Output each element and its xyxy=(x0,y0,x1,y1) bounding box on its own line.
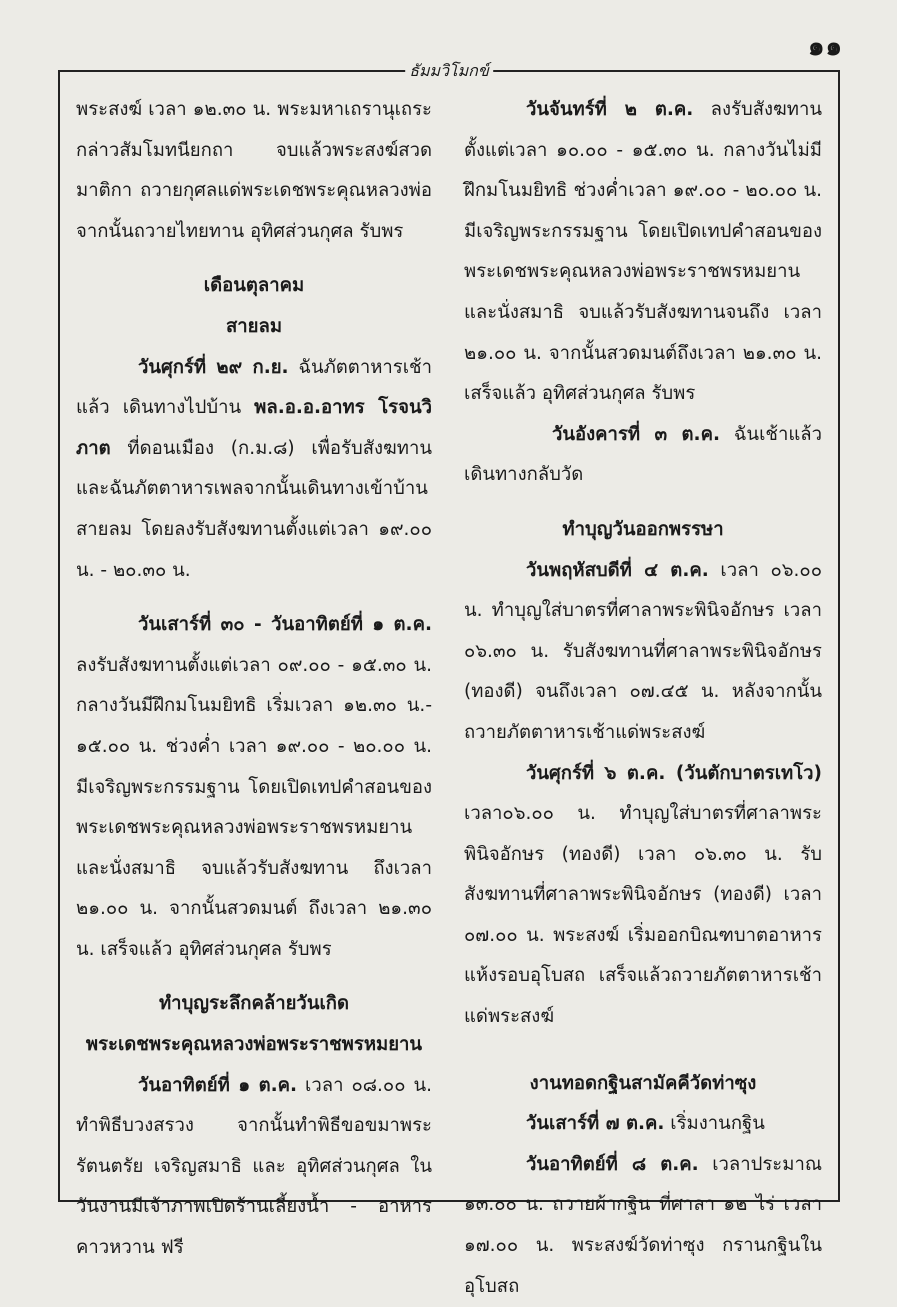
paragraph-text: เวลา ๐๘.๐๐ น. ทำพิธีบวงสรวง จากนั้นทำพิธีขอขมาพระรัตนตรัย เจริญสมาธิ และ อุทิศส่วนกุศล ในวันงานมีเจ้าภาพเปิดร้านเลี้ยงน้ำ - อาหารคาวหวาน ฟรี xyxy=(76,1074,432,1259)
section-heading: งานทอดกฐินสามัคคีวัดท่าซุง xyxy=(529,1072,757,1094)
date-label: วันจันทร์ที่ ๒ ต.ค. xyxy=(526,99,694,120)
paragraph xyxy=(464,754,822,1038)
paragraph: พระสงฆ์ เวลา ๑๒.๓๐ น. พระมหาเถรานุเถระ กล่าวสัมโมทนียกถา จบแล้วพระสงฆ์สวดมาติกา ถวายกุศลแด่พระเดชพระคุณหลวงพ่อ จากนั้นถวายไทยทาน อุทิศส่วนกุศล รับพร xyxy=(76,99,432,242)
right-column xyxy=(464,90,822,1307)
date-label: วันศุกร์ที่ ๒๙ ก.ย. xyxy=(138,356,289,378)
date-label: วันอาทิตย์ที่ ๘ ต.ค. xyxy=(526,1153,699,1175)
paragraph-text: ฉันภัตตาหารเช้าแล้ว เดินทางไปบ้าน xyxy=(76,356,432,419)
journal-title: ธัมมวิโมกข์ xyxy=(405,59,493,84)
paragraph-text: ที่ดอนเมือง (ก.ม.๘) เพื่อรับสังฆทาน และฉันภัตตาหารเพลจากนั้นเดินทางเข้าบ้านสายลม โดยลงรับสังฆทานตั้งแต่เวลา ๑๙.๐๐ น. - ๒๐.๓๐ น. xyxy=(76,437,432,581)
paragraph xyxy=(464,415,822,496)
paragraph-text: เวลา๐๖.๐๐ น. ทำบุญใส่บาตรที่ศาลาพระพินิจอักษร (ทองดี) เวลา ๐๖.๓๐ น. รับสังฆทานที่ศาลาพระพินิจอักษร (ทองดี) เวลา ๐๗.๐๐ น. พระสงฆ์ เริ่มออกบิณฑบาตอาหารแห้งรอบอุโบสถ เสร็จแล้วถวายภัตตาหารเช้าแด่พระสงฆ์ xyxy=(464,803,822,1028)
page-number: ๑๑ xyxy=(807,32,843,62)
paragraph xyxy=(76,1066,432,1269)
date-label: วันศุกร์ที่ ๖ ต.ค. (วันตักบาตรเทโว) xyxy=(526,762,822,784)
paragraph-text: ลงรับสังฆทานตั้งแต่เวลา ๑๐.๐๐ - ๑๕.๓๐ น. กลางวันไม่มีฝึกมโนมยิทธิ ช่วงค่ำเวลา ๑๙.๐๐ - ๒๐.๐๐ น. มีเจริญพระกรรมฐาน โดยเปิดเทปคำสอนของพระเดชพระคุณหลวงพ่อพระราชพรหมยาน และนั่งสมาธิ จบแล้วรับสังฆทานจนถึง เวลา ๒๑.๐๐ น. จากนั้นสวดมนต์ถึงเวลา ๒๑.๓๐ น. เสร็จแล้ว อุทิศส่วนกุศล รับพร xyxy=(464,99,822,405)
paragraph-text: ฉันเช้าแล้วเดินทางกลับวัด xyxy=(464,423,822,486)
paragraph xyxy=(464,551,822,754)
paragraph-text: เริ่มงานกฐิน xyxy=(664,1113,765,1135)
date-label: วันอังคารที่ ๓ ต.ค. xyxy=(552,423,720,445)
date-label: วันเสาร์ที่ ๗ ต.ค. xyxy=(526,1113,665,1135)
person-name: พล.อ.อ.อาทร โรจนวิภาต xyxy=(76,397,432,459)
paragraph xyxy=(464,90,822,415)
paragraph xyxy=(464,1104,822,1145)
paragraph xyxy=(76,348,432,592)
paragraph xyxy=(464,1145,822,1307)
left-column xyxy=(76,90,432,1269)
article-frame xyxy=(58,61,840,1297)
paragraph xyxy=(76,605,432,970)
section-heading: ทำบุญระลึกคล้ายวันเกิด xyxy=(158,993,349,1015)
date-label: วันเสาร์ที่ ๓๐ - วันอาทิตย์ที่ ๑ ต.ค. xyxy=(138,614,432,636)
paragraph-text: ลงรับสังฆทานตั้งแต่เวลา ๐๙.๐๐ - ๑๕.๓๐ น. กลางวันมีฝึกมโนมยิทธิ เริ่มเวลา ๑๒.๓๐ น.- ๑๕.๐๐ น. ช่วงค่ำ เวลา ๑๙.๐๐ - ๒๐.๐๐ น. มีเจริญพระกรรมฐาน โดยเปิดเทปคำสอนของพระเดชพระคุณหลวงพ่อพระราชพรหมยานและนั่งสมาธิ จบแล้วรับสังฆทาน ถึงเวลา ๒๑.๐๐ น. จากนั้นสวดมนต์ ถึงเวลา ๒๑.๓๐ น. เสร็จแล้ว อุทิศส่วนกุศล รับพร xyxy=(76,654,432,960)
date-label: วันพฤหัสบดีที่ ๔ ต.ค. xyxy=(526,559,709,581)
section-heading: เดือนตุลาคม xyxy=(203,275,305,297)
section-subheading: สายลม xyxy=(225,315,283,337)
section-heading: ทำบุญวันออกพรรษา xyxy=(562,518,724,540)
paragraph-text: เวลาประมาณ ๑๓.๐๐ น. ถวายผ้ากฐิน ที่ศาลา ๑๒ ไร่ เวลา ๑๗.๐๐ น. พระสงฆ์วัดท่าซุง กรานกฐินในอุโบสถ xyxy=(464,1153,822,1297)
paragraph-text: เวลา ๐๖.๐๐ น. ทำบุญใส่บาตรที่ศาลาพระพินิจอักษร เวลา ๐๖.๓๐ น. รับสังฆทานที่ศาลาพระพินิจอักษร (ทองดี) จนถึงเวลา ๐๗.๔๕ น. หลังจากนั้น ถวายภัตตาหารเช้าแด่พระสงฆ์ xyxy=(464,559,822,743)
section-subheading: พระเดชพระคุณหลวงพ่อพระราชพรหมยาน xyxy=(85,1034,423,1056)
date-label: วันอาทิตย์ที่ ๑ ต.ค. xyxy=(138,1074,298,1096)
